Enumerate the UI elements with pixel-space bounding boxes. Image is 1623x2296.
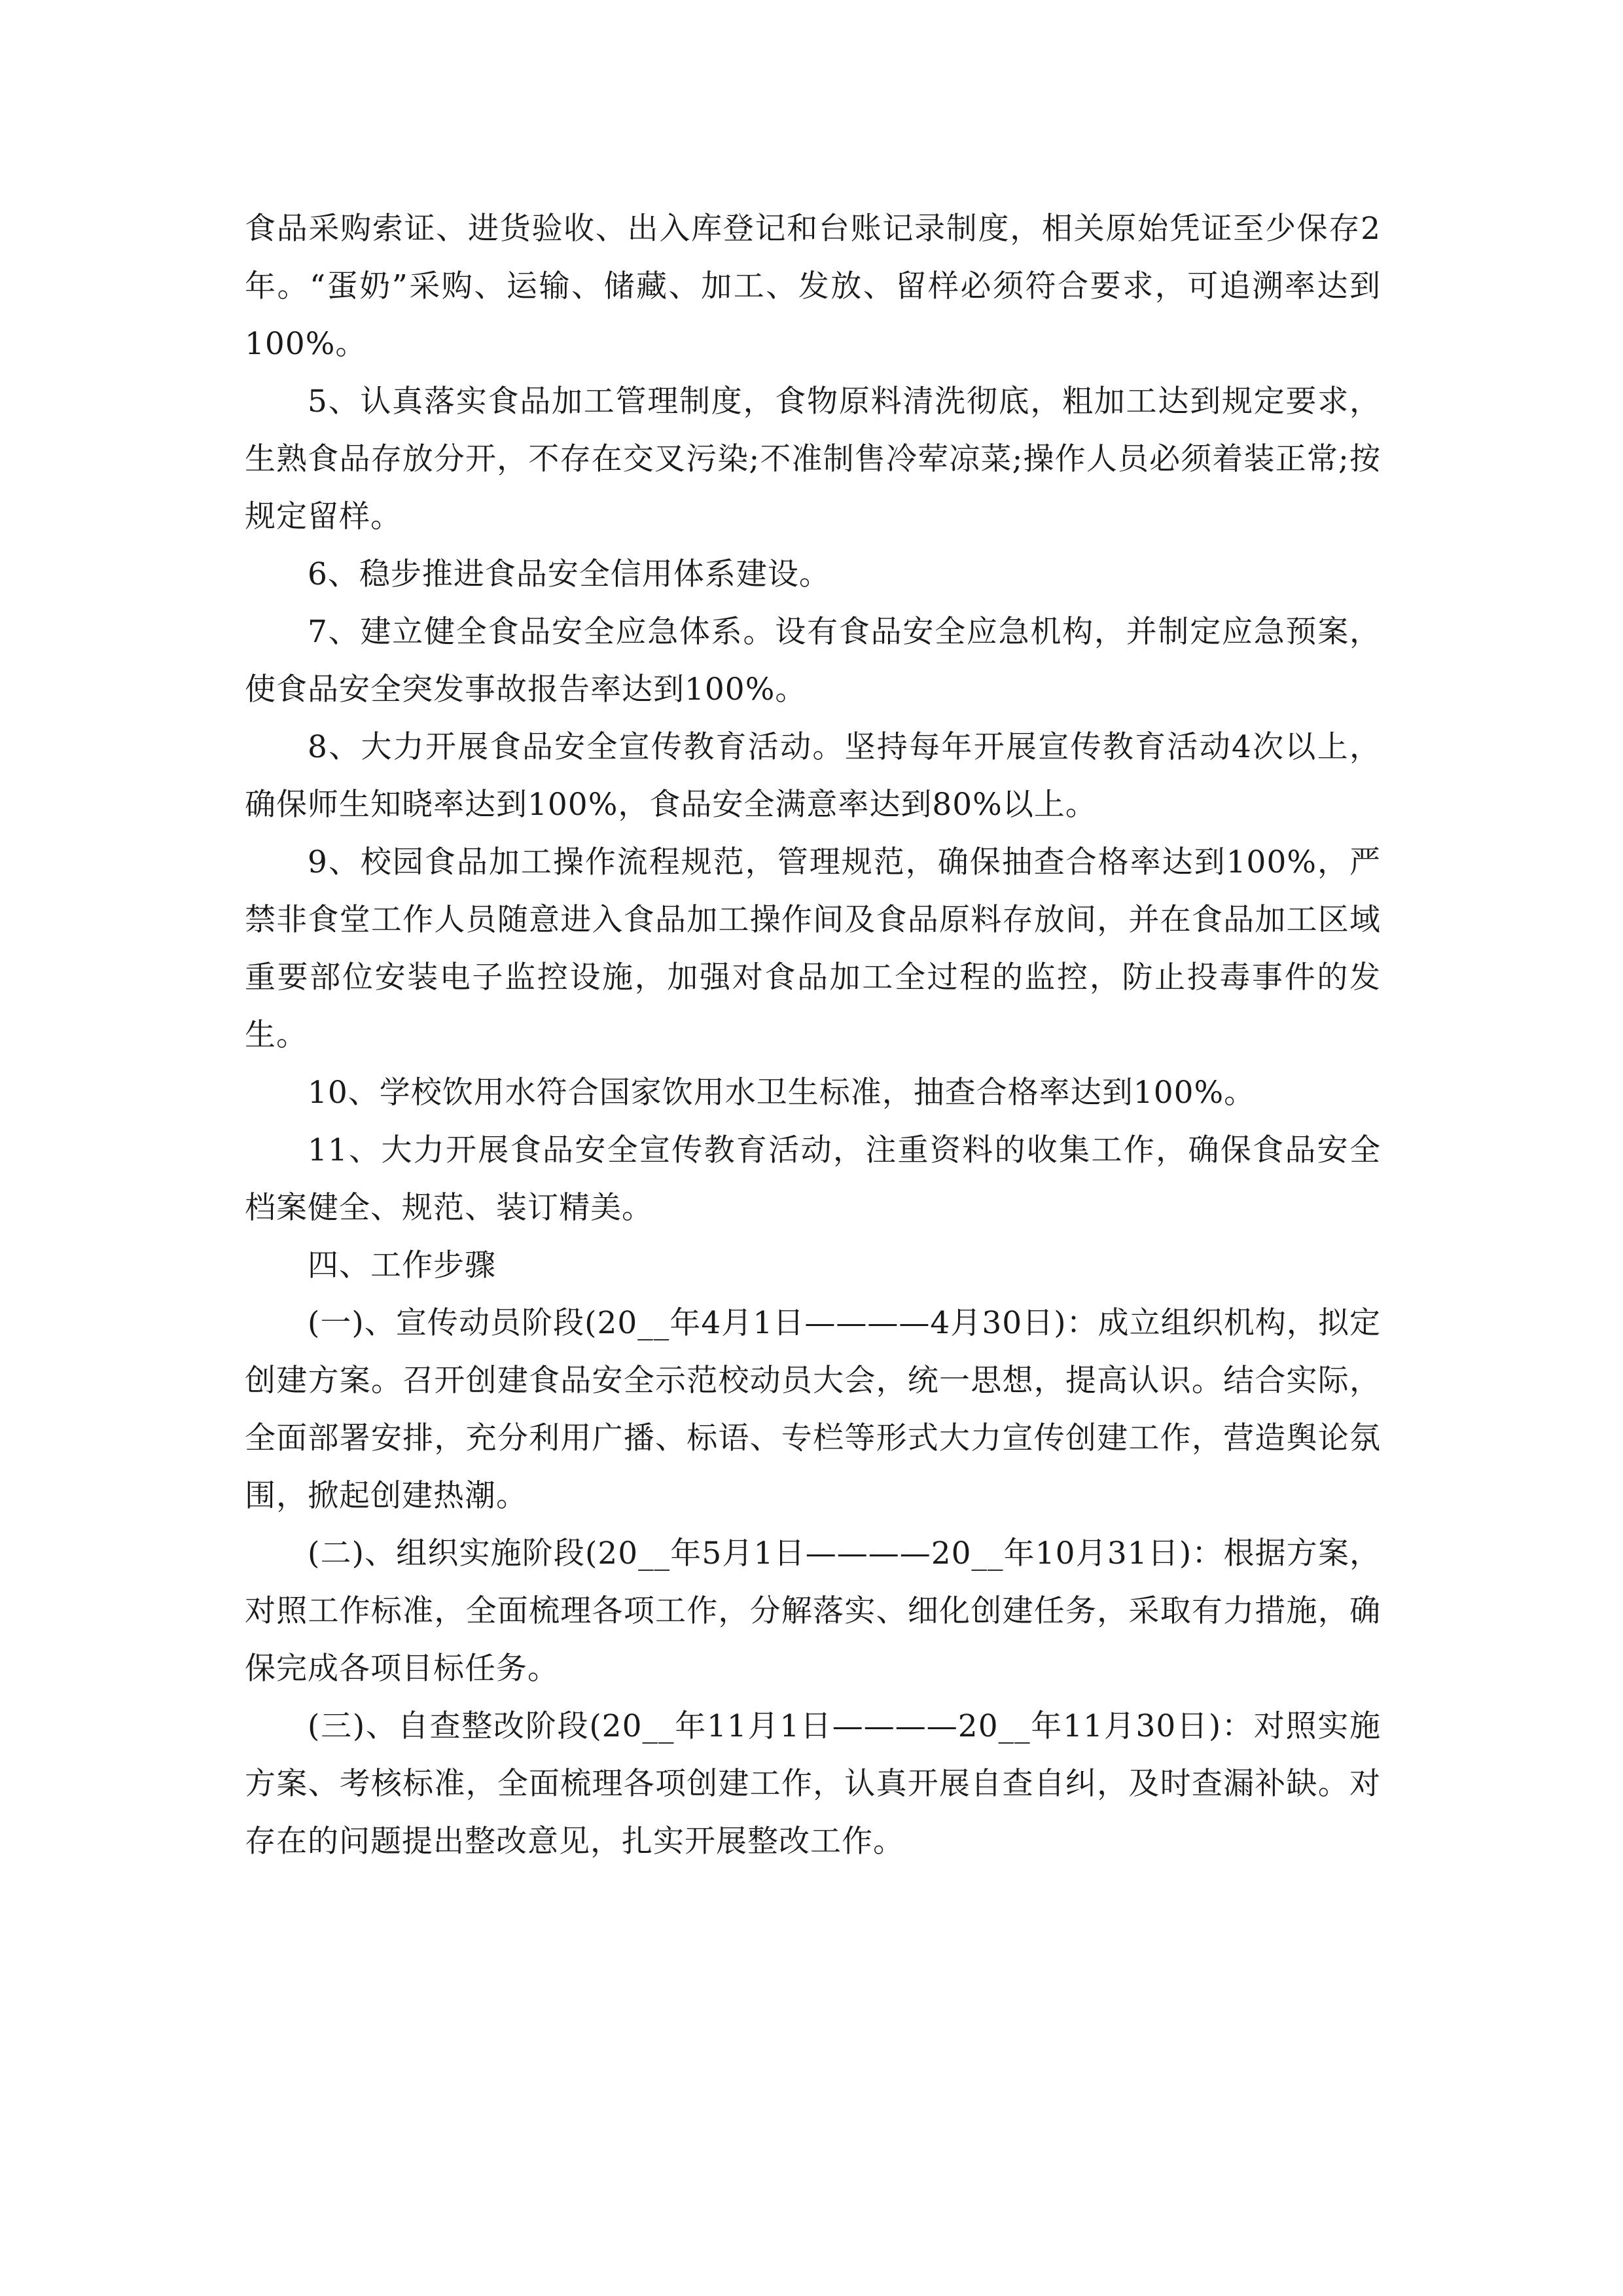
- section-heading-work-steps: 四、工作步骤: [308, 1247, 496, 1283]
- paragraph-item-10: 10、学校饮用水符合国家饮用水卫生标准，抽查合格率达到100%。: [308, 1075, 1256, 1111]
- paragraph-step-3: (三)、自查整改阶段(20__年11月1日————20__年11月30日)：对照实施方案、考核标准，全面梳理各项创建工作，认真开展自查自纠，及时查漏补缺。对存在的问题提出整改意见，扎实开展整改工作。: [245, 1708, 1381, 1859]
- paragraph-item-11: 11、大力开展食品安全宣传教育活动，注重资料的收集工作，确保食品安全档案健全、规范、装订精美。: [245, 1132, 1381, 1226]
- paragraph-step-1: (一)、宣传动员阶段(20__年4月1日————4月30日)：成立组织机构，拟定创建方案。召开创建食品安全示范校动员大会，统一思想，提高认识。结合实际，全面部署安排，充分利用广播、标语、专栏等形式大力宣传创建工作，营造舆论氛围，掀起创建热潮。: [245, 1305, 1381, 1514]
- paragraph-step-2: (二)、组织实施阶段(20__年5月1日————20__年10月31日)：根据方案，对照工作标准，全面梳理各项工作，分解落实、细化创建任务，采取有力措施，确保完成各项目标任务。: [245, 1535, 1381, 1687]
- document-body: [245, 200, 1381, 1871]
- paragraph-item-9: 9、校园食品加工操作流程规范，管理规范，确保抽查合格率达到100%，严禁非食堂工作人员随意进入食品加工操作间及食品原料存放间，并在食品加工区域重要部位安装电子监控设施，加强对食品加工全过程的监控，防止投毒事件的发生。: [245, 844, 1381, 1053]
- paragraph-continued: 食品采购索证、进货验收、出入库登记和台账记录制度，相关原始凭证至少保存2年。“蛋奶”采购、运输、储藏、加工、发放、留样必须符合要求，可追溯率达到100%。: [245, 211, 1381, 362]
- paragraph-item-5: 5、认真落实食品加工管理制度，食物原料清洗彻底，粗加工达到规定要求，生熟食品存放分开，不存在交叉污染;不准制售冷荤凉菜;操作人员必须着装正常;按规定留样。: [245, 384, 1381, 535]
- paragraph-item-6: 6、稳步推进食品安全信用体系建设。: [308, 556, 830, 592]
- paragraph-item-7: 7、建立健全食品安全应急体系。设有食品安全应急机构，并制定应急预案，使食品安全突发事故报告率达到100%。: [245, 614, 1381, 708]
- paragraph-item-8: 8、大力开展食品安全宣传教育活动。坚持每年开展宣传教育活动4次以上，确保师生知晓率达到100%，食品安全满意率达到80%以上。: [245, 729, 1381, 823]
